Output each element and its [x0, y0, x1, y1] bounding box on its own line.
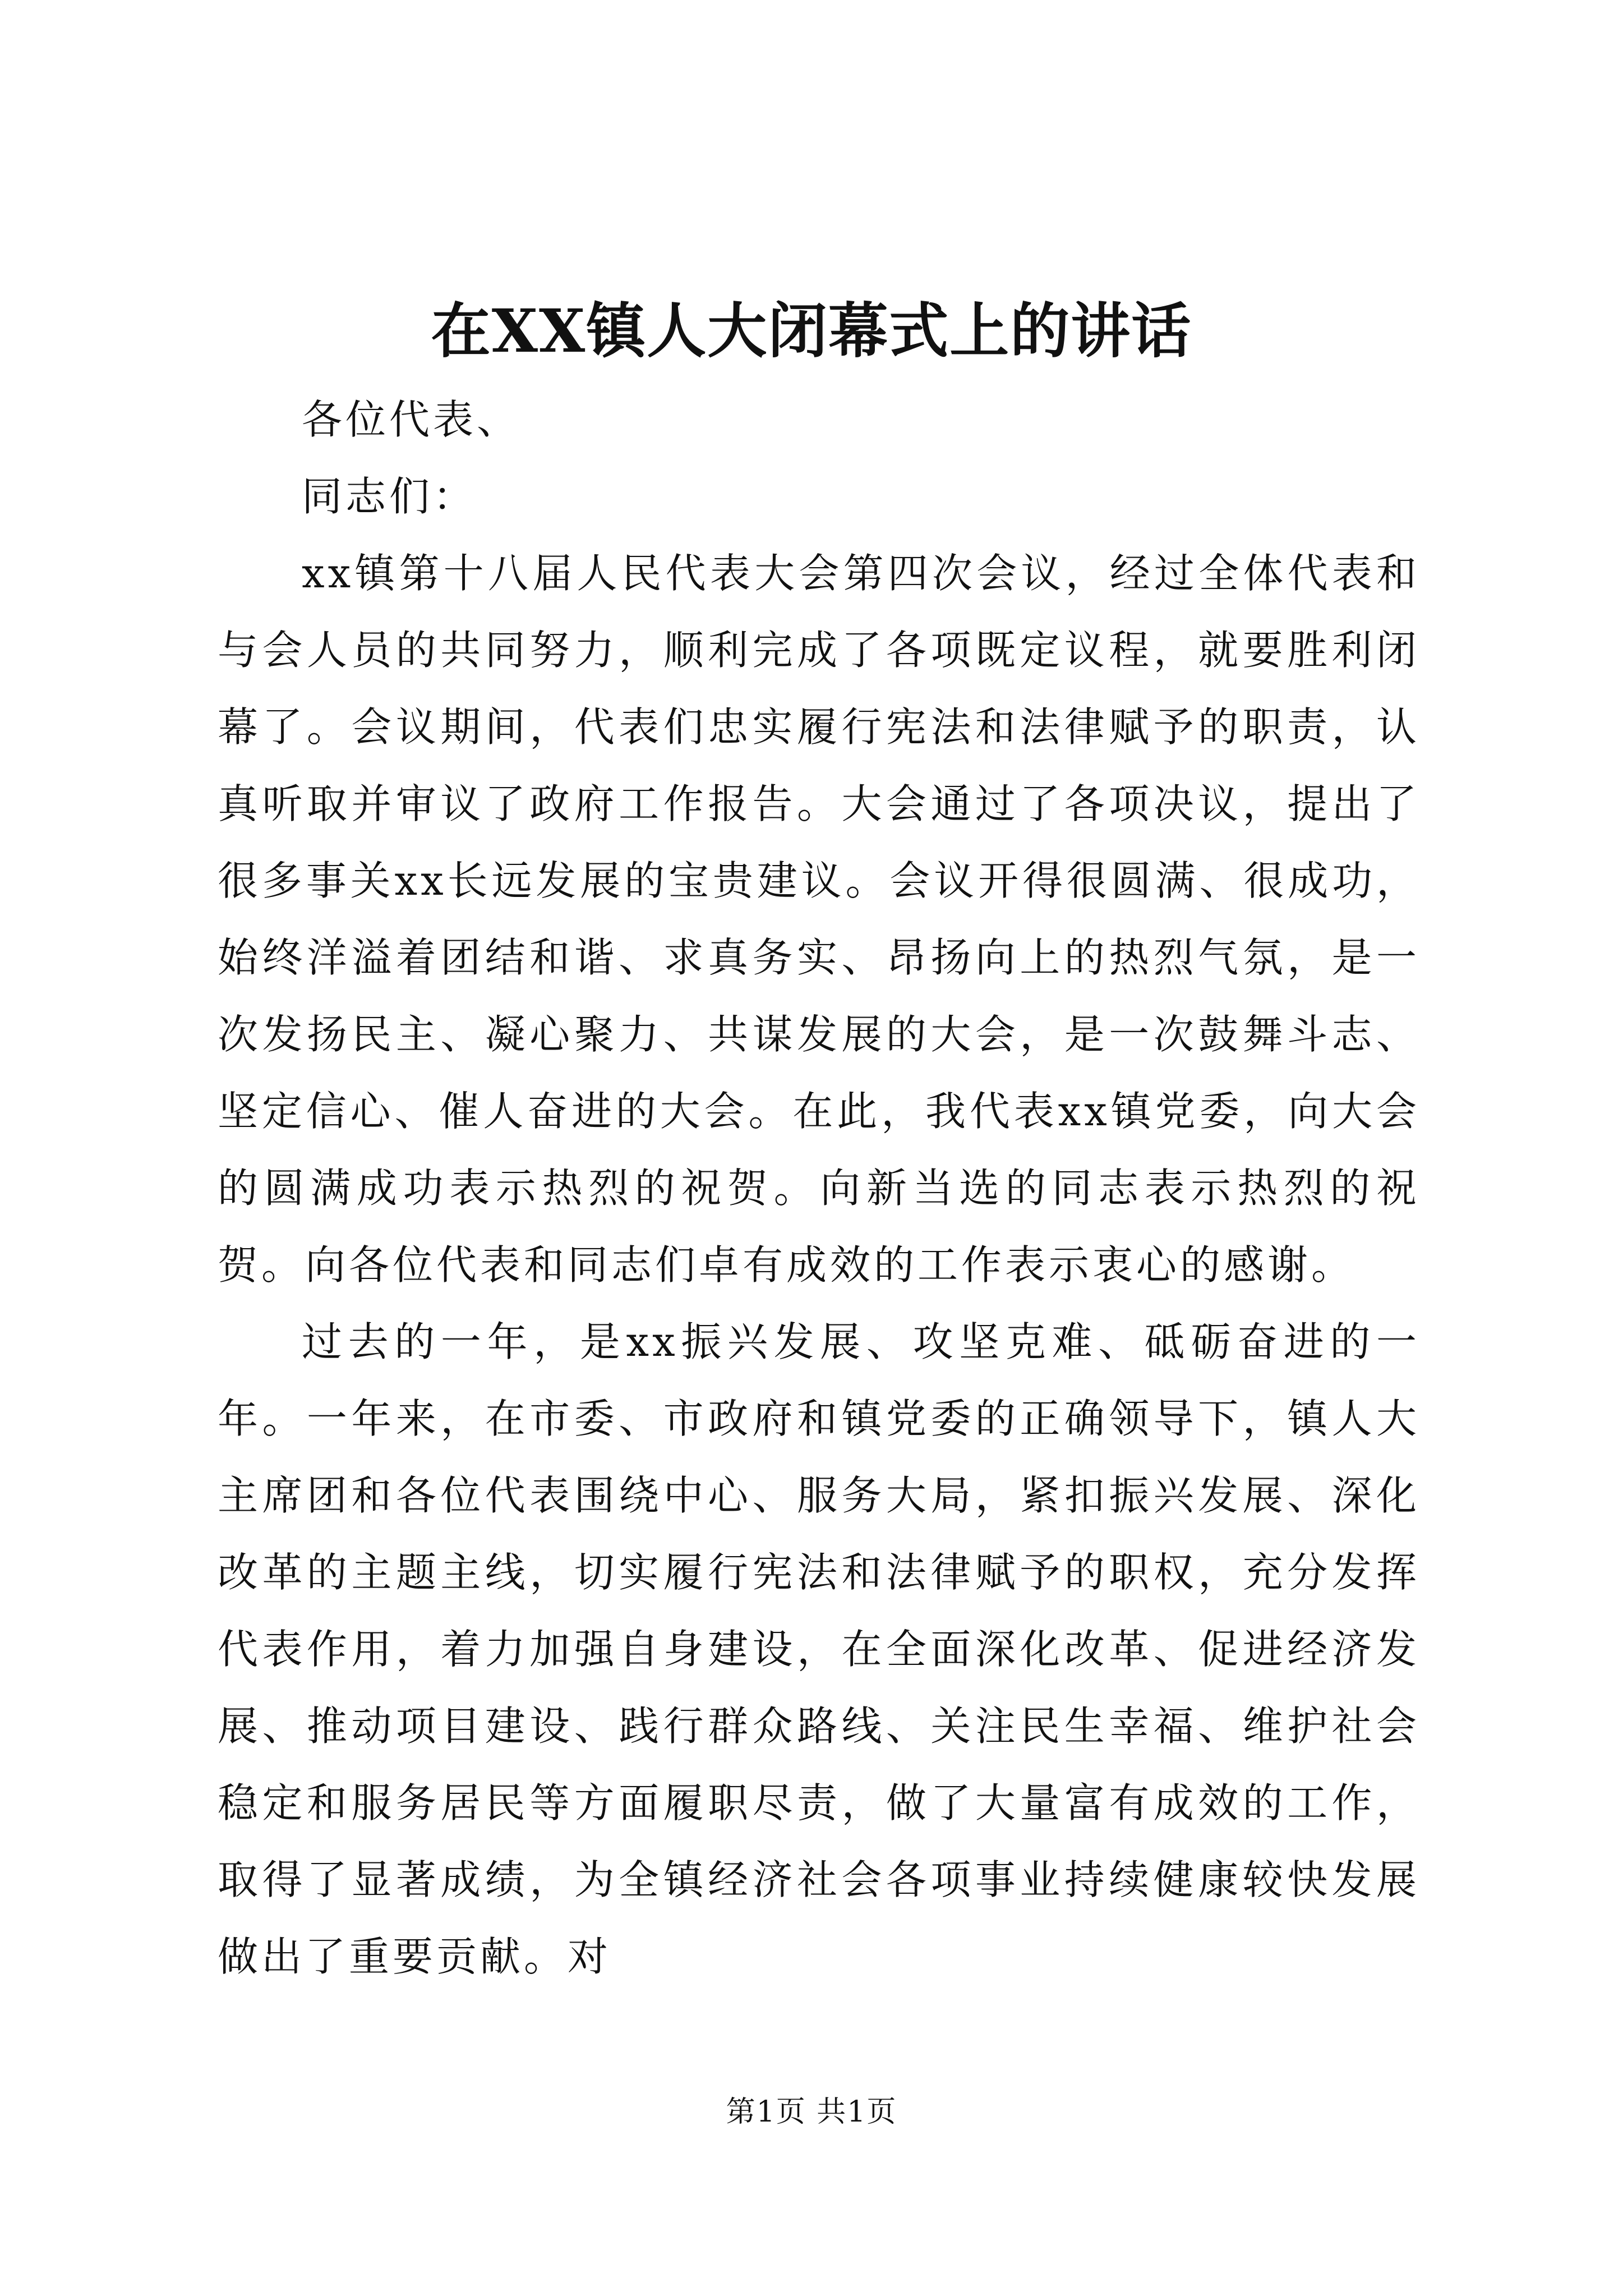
salutation-line-1: 各位代表、 — [302, 396, 521, 443]
body-paragraph-1: xx镇第十八届人民代表大会第四次会议，经过全体代表和与会人员的共同努力，顺利完成了各项既定议程，就要胜利闭幕了。会议期间，代表们忠实履行宪法和法律赋予的职责，认真听取并审议了政府工作报告。大会通过了各项决议，提出了很多事关xx长远发展的宝贵建议。会议开得很圆满、很成功，始终洋溢着团结和谐、求真务实、昂扬向上的热烈气氛，是一次发扬民主、凝心聚力、共谋发展的大会，是一次鼓舞斗志、坚定信心、催人奋进的大会。在此，我代表xx镇党委，向大会的圆满成功表示热烈的祝贺。向新当选的同志表示热烈的祝贺。向各位代表和同志们卓有成效的工作表示衷心的感谢。 — [218, 550, 1420, 1289]
document-body — [218, 381, 1420, 1995]
document-title: 在XX镇人大闭幕式上的讲话 — [431, 296, 1192, 366]
page-footer: 第1页 共1页 — [726, 2095, 897, 2129]
salutation-line-2: 同志们： — [302, 473, 477, 520]
body-paragraph-2: 过去的一年，是xx振兴发展、攻坚克难、砥砺奋进的一年。一年来，在市委、市政府和镇党委的正确领导下，镇人大主席团和各位代表围绕中心、服务大局，紧扣振兴发展、深化改革的主题主线，切实履行宪法和法律赋予的职权，充分发挥代表作用，着力加强自身建设，在全面深化改革、促进经济发展、推动项目建设、践行群众路线、关注民生幸福、维护社会稳定和服务居民等方面履职尽责，做了大量富有成效的工作，取得了显著成绩，为全镇经济社会各项事业持续健康较快发展做出了重要贡献。对 — [218, 1318, 1420, 1980]
